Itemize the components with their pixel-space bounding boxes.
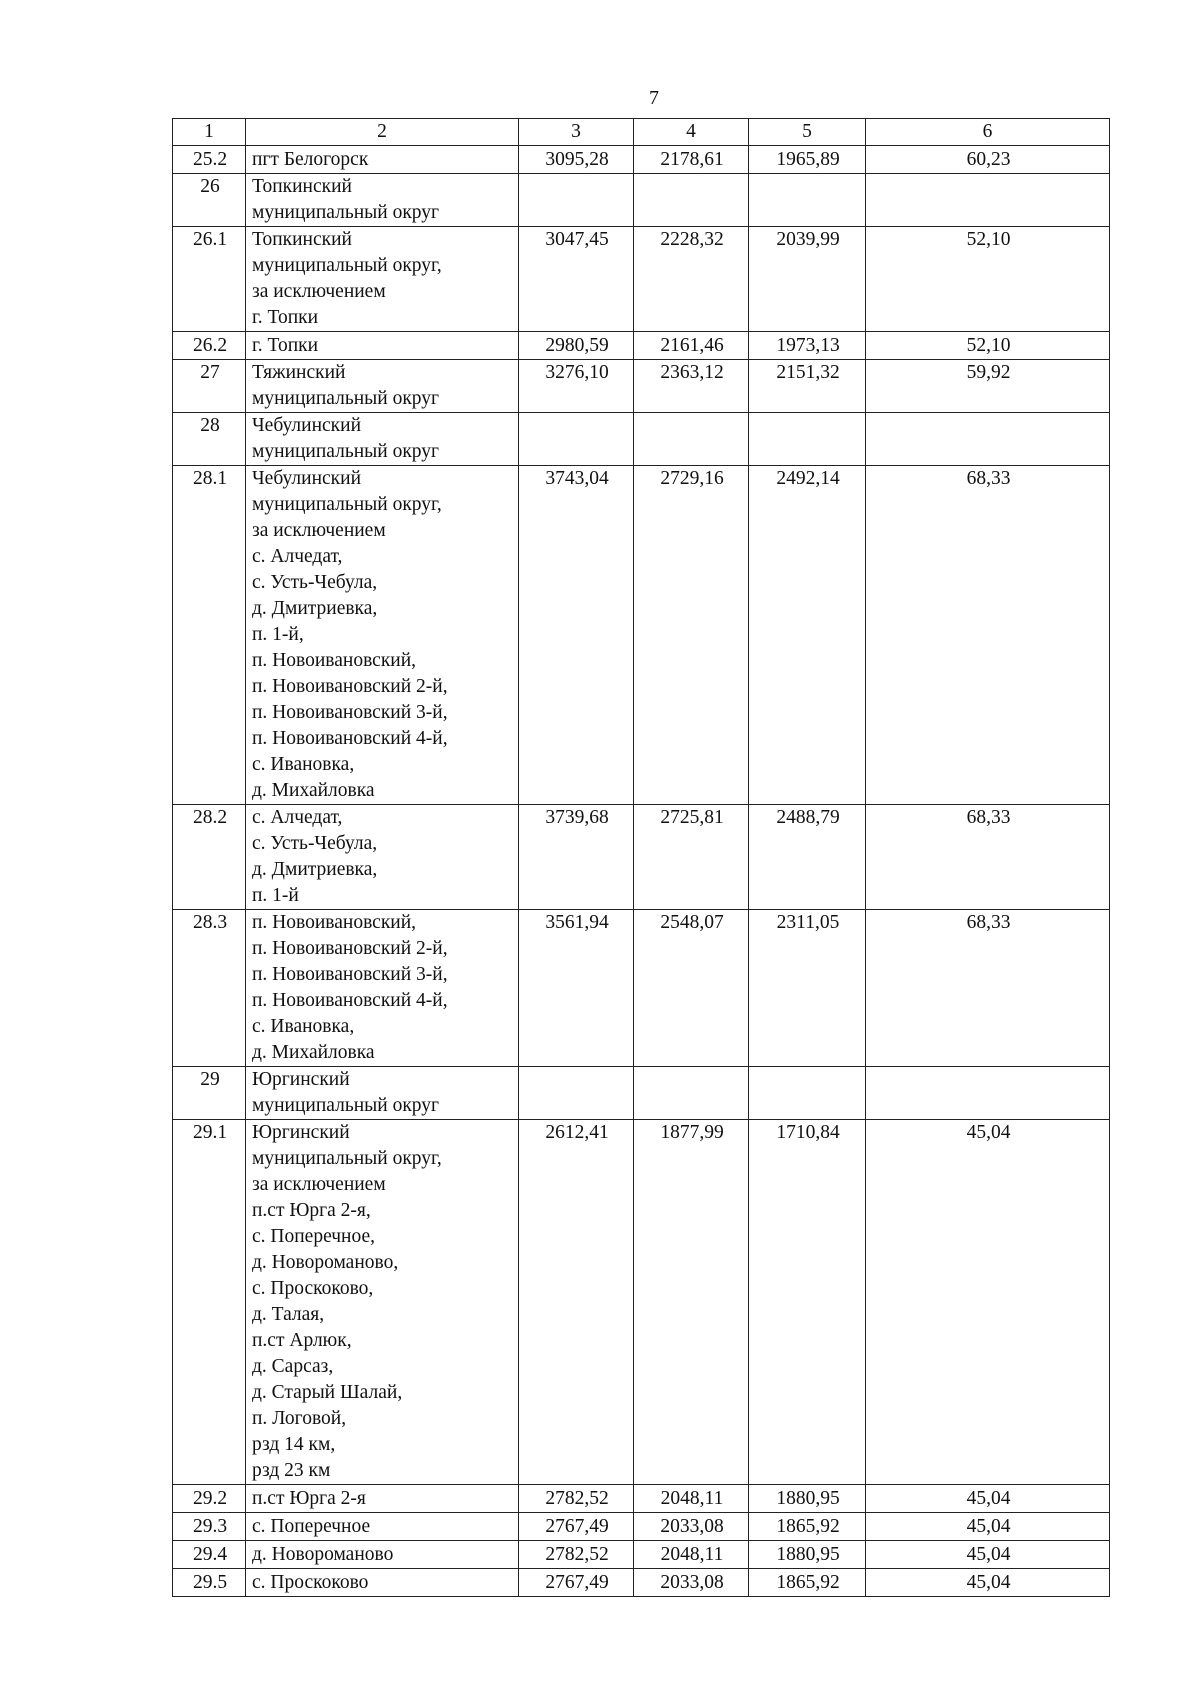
value-col-3: 2612,41 [519,1120,634,1485]
row-number: 29.4 [173,1541,246,1569]
territory-name-line: муниципальный округ, [252,494,442,515]
value-col-6: 68,33 [866,910,1110,1067]
row-number: 25.2 [173,146,246,174]
territory-name-line: за исключением [252,1174,386,1195]
territory-name-line: с. Проскоково [252,1572,369,1593]
territory-name [246,332,519,360]
territory-name-line: п. Новоивановский 4-й, [252,728,448,749]
value-col-6: 45,04 [866,1120,1110,1485]
tariff-table [172,118,1110,1597]
territory-name-line: с. Ивановка, [252,754,355,775]
territory-name-line: п. Новоивановский 3-й, [252,702,448,723]
territory-name [246,805,519,910]
value-col-4 [634,174,749,227]
row-number: 29.1 [173,1120,246,1485]
value-col-5: 1965,89 [749,146,866,174]
territory-name-line: Топкинский [252,229,352,250]
territory-name [246,146,519,174]
territory-name-line: Тяжинский [252,362,346,383]
table-row [173,910,1110,1067]
territory-name-line: с. Алчедат, [252,807,343,828]
value-col-3 [519,174,634,227]
territory-name [246,1120,519,1485]
territory-name-line: д. Михайловка [252,1042,375,1063]
column-header-2: 2 [246,119,519,146]
table-row [173,1120,1110,1485]
territory-name-line: д. Дмитриевка, [252,598,378,619]
value-col-5 [749,413,866,466]
row-number: 29.2 [173,1485,246,1513]
table-row [173,146,1110,174]
territory-name-line: муниципальный округ [252,1095,440,1116]
value-col-4: 1877,99 [634,1120,749,1485]
value-col-5: 2488,79 [749,805,866,910]
column-header-1: 1 [173,119,246,146]
territory-name [246,227,519,332]
row-number: 26 [173,174,246,227]
row-number: 26.1 [173,227,246,332]
territory-name-line: муниципальный округ, [252,255,442,276]
row-number: 26.2 [173,332,246,360]
value-col-3: 2767,49 [519,1513,634,1541]
value-col-4: 2178,61 [634,146,749,174]
value-col-4: 2033,08 [634,1569,749,1597]
territory-name [246,1067,519,1120]
territory-name-line: п.ст Арлюк, [252,1330,352,1351]
value-col-5: 1880,95 [749,1485,866,1513]
page-number: 7 [649,87,659,109]
territory-name-line: Чебулинский [252,468,362,489]
territory-name-line: муниципальный округ [252,202,440,223]
value-col-5 [749,174,866,227]
territory-name [246,1485,519,1513]
value-col-5: 2311,05 [749,910,866,1067]
value-col-5: 1880,95 [749,1541,866,1569]
territory-name-line: п. Новоивановский, [252,912,417,933]
value-col-6 [866,1067,1110,1120]
value-col-6: 45,04 [866,1569,1110,1597]
value-col-4: 2228,32 [634,227,749,332]
row-number: 28.3 [173,910,246,1067]
column-header-3: 3 [519,119,634,146]
value-col-5: 2039,99 [749,227,866,332]
row-number: 29.5 [173,1569,246,1597]
territory-name-line: п. Новоивановский 3-й, [252,964,448,985]
territory-name-line: д. Новороманово, [252,1252,399,1273]
territory-name-line: муниципальный округ [252,388,440,409]
territory-name-line: с. Усть-Чебула, [252,572,378,593]
territory-name-line: с. Ивановка, [252,1016,355,1037]
value-col-5: 1710,84 [749,1120,866,1485]
value-col-3 [519,1067,634,1120]
table-row [173,1067,1110,1120]
value-col-3: 2767,49 [519,1569,634,1597]
territory-name [246,174,519,227]
value-col-6: 68,33 [866,805,1110,910]
table-row [173,227,1110,332]
territory-name-line: рзд 23 км [252,1460,331,1481]
column-header-4: 4 [634,119,749,146]
value-col-6: 45,04 [866,1541,1110,1569]
value-col-5: 1865,92 [749,1569,866,1597]
value-col-6 [866,174,1110,227]
table-body [173,146,1110,1597]
territory-name-line: д. Дмитриевка, [252,859,378,880]
territory-name-line: п.ст Юрга 2-я [252,1488,366,1509]
value-col-6 [866,413,1110,466]
value-col-3: 3739,68 [519,805,634,910]
value-col-6: 52,10 [866,332,1110,360]
row-number: 29.3 [173,1513,246,1541]
territory-name [246,1513,519,1541]
value-col-3: 3276,10 [519,360,634,413]
value-col-3: 3743,04 [519,466,634,805]
value-col-3: 3047,45 [519,227,634,332]
row-number: 27 [173,360,246,413]
row-number: 28 [173,413,246,466]
row-number: 28.1 [173,466,246,805]
territory-name-line: с. Усть-Чебула, [252,833,378,854]
territory-name-line: рзд 14 км, [252,1434,336,1455]
territory-name [246,910,519,1067]
territory-name-line: п. 1-й [252,885,299,906]
value-col-5: 2492,14 [749,466,866,805]
table-header-row [173,119,1110,146]
value-col-4: 2048,11 [634,1485,749,1513]
territory-name-line: Чебулинский [252,415,362,436]
territory-name-line: пгт Белогорск [252,149,369,170]
territory-name-line: муниципальный округ, [252,1148,442,1169]
territory-name-line: п. 1-й, [252,624,304,645]
territory-name [246,466,519,805]
value-col-3: 3095,28 [519,146,634,174]
value-col-3: 2782,52 [519,1485,634,1513]
territory-name-line: за исключением [252,520,386,541]
territory-name-line: д. Талая, [252,1304,325,1325]
value-col-3 [519,413,634,466]
table-row [173,466,1110,805]
territory-name-line: д. Михайловка [252,780,375,801]
value-col-5: 1865,92 [749,1513,866,1541]
value-col-4: 2161,46 [634,332,749,360]
table-row [173,1541,1110,1569]
value-col-4 [634,1067,749,1120]
table-row [173,174,1110,227]
value-col-4: 2363,12 [634,360,749,413]
table-row [173,413,1110,466]
value-col-6: 45,04 [866,1485,1110,1513]
value-col-6: 52,10 [866,227,1110,332]
row-number: 29 [173,1067,246,1120]
row-number: 28.2 [173,805,246,910]
value-col-3: 2782,52 [519,1541,634,1569]
value-col-3: 3561,94 [519,910,634,1067]
territory-name-line: за исключением [252,281,386,302]
territory-name-line: г. Топки [252,335,319,356]
value-col-6: 59,92 [866,360,1110,413]
value-col-5: 2151,32 [749,360,866,413]
territory-name-line: д. Сарсаз, [252,1356,334,1377]
territory-name [246,1541,519,1569]
territory-name-line: п. Новоивановский 2-й, [252,938,448,959]
territory-name-line: д. Новороманово [252,1544,394,1565]
value-col-6: 68,33 [866,466,1110,805]
table-row [173,805,1110,910]
territory-name-line: Юргинский [252,1122,350,1143]
table-row [173,1513,1110,1541]
territory-name-line: п.ст Юрга 2-я, [252,1200,371,1221]
territory-name-line: п. Новоивановский 2-й, [252,676,448,697]
table-row [173,360,1110,413]
value-col-4: 2548,07 [634,910,749,1067]
table-row [173,1485,1110,1513]
territory-name [246,413,519,466]
territory-name-line: Юргинский [252,1069,350,1090]
territory-name-line: с. Поперечное, [252,1226,376,1247]
value-col-6: 45,04 [866,1513,1110,1541]
value-col-5 [749,1067,866,1120]
value-col-5: 1973,13 [749,332,866,360]
territory-name-line: с. Алчедат, [252,546,343,567]
table-row [173,1569,1110,1597]
table-row [173,332,1110,360]
value-col-4: 2725,81 [634,805,749,910]
column-header-5: 5 [749,119,866,146]
value-col-6: 60,23 [866,146,1110,174]
column-header-6: 6 [866,119,1110,146]
value-col-4: 2729,16 [634,466,749,805]
territory-name [246,1569,519,1597]
territory-name-line: с. Поперечное [252,1516,371,1537]
territory-name-line: г. Топки [252,307,319,328]
value-col-4: 2033,08 [634,1513,749,1541]
value-col-3: 2980,59 [519,332,634,360]
territory-name-line: муниципальный округ [252,441,440,462]
territory-name [246,360,519,413]
territory-name-line: п. Новоивановский 4-й, [252,990,448,1011]
territory-name-line: п. Новоивановский, [252,650,417,671]
territory-name-line: д. Старый Шалай, [252,1382,403,1403]
territory-name-line: Топкинский [252,176,352,197]
territory-name-line: п. Логовой, [252,1408,347,1429]
value-col-4 [634,413,749,466]
value-col-4: 2048,11 [634,1541,749,1569]
territory-name-line: с. Проскоково, [252,1278,374,1299]
